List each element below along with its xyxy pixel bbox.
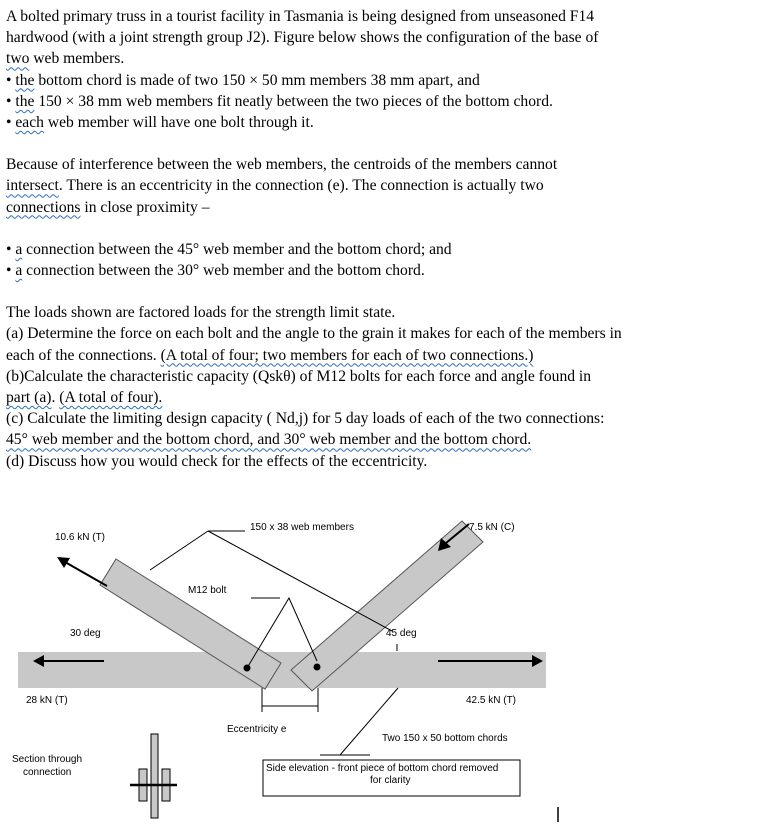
intro-line-3: [6, 48, 754, 69]
bullet-3: [6, 112, 754, 133]
truss-diagram: [0, 510, 760, 837]
right-chord-load: 42.5 kN (T): [466, 695, 517, 706]
connection-2-word: a: [15, 262, 23, 280]
connection-1: [6, 239, 754, 260]
eccentricity-label: Eccentricity e: [227, 724, 287, 735]
part-a-note: (A total of four; two members for each of two connections.): [160, 346, 534, 364]
intro-rest: web members.: [29, 50, 125, 68]
bolt-30: [244, 665, 251, 672]
part-c-note: 45° web member and the bottom chord, and 30° web member and the bottom chord.: [6, 431, 532, 449]
load-30-arrow: [65, 562, 107, 586]
problem-text: [6, 6, 754, 472]
web-leader-left: [150, 531, 208, 570]
part-b-line-1: (b)Calculate the characteristic capacity (Qskθ) of M12 bolts for each force and angle found in: [6, 367, 592, 385]
bolt-45: [314, 664, 321, 671]
bottom-chord: [18, 652, 546, 688]
bullet-1-text: bottom chord is made of two 150 × 50 mm members 38 mm apart, and: [34, 71, 480, 89]
part-a-text: each of the connections.: [6, 346, 161, 364]
loads-note: The loads shown are factored loads for the strength limit state.: [6, 304, 396, 322]
ecc-word-1: intersect: [6, 177, 59, 195]
part-d: (d) Discuss how you would check for the effects of the eccentricity.: [6, 452, 428, 470]
connection-1-word: a: [15, 240, 23, 258]
bolt-label: M12 bolt: [188, 585, 227, 596]
part-b-ref: part (a): [6, 389, 52, 407]
ecc-text-2: . There is an eccentricity in the connection (e). The connection is actually two: [58, 177, 544, 195]
section-label-1: Section through: [12, 754, 83, 765]
intro-line-1: A bolted primary truss in a tourist facility in Tasmania is being designed from unseasoned F14: [6, 8, 595, 25]
section-label-2: connection: [23, 767, 72, 778]
bullet-1-word: the: [15, 71, 35, 89]
connection-1-text: connection between the 45° web member and the bottom chord; and: [22, 240, 452, 258]
ecc-text-3: in close proximity –: [80, 198, 210, 216]
part-b-sep: .: [51, 389, 60, 407]
bullet-1: [6, 70, 754, 91]
intro-word: two: [6, 50, 30, 68]
section-web-member: [151, 734, 158, 818]
angle-30-label: 30 deg: [70, 628, 101, 639]
part-a-line-2: [6, 345, 754, 366]
elevation-note-2: for clarity: [370, 775, 411, 786]
web-leader-right: [208, 531, 392, 631]
chord-leader: [340, 688, 398, 755]
part-c-line-1: (c) Calculate the limiting design capacity ( Nd,j) for 5 day loads of each of the two connections:: [6, 410, 605, 428]
elevation-note-1: Side elevation - front piece of bottom chord removed: [266, 763, 499, 774]
bullet-2-text: 150 × 38 mm web members fit neatly between the two pieces of the bottom chord.: [34, 92, 553, 110]
part-b-note: (A total of four).: [59, 389, 163, 407]
bullet-2-word: the: [15, 92, 35, 110]
connection-2: [6, 260, 754, 281]
load-45-label: 7.5 kN (C): [469, 522, 515, 533]
ecc-line-2: [6, 175, 754, 196]
ecc-line-3: [6, 197, 754, 218]
load-30-label: 10.6 kN (T): [55, 532, 106, 543]
bullet-3-text: web member will have one bolt through it.: [43, 114, 314, 132]
chords-label: Two 150 x 50 bottom chords: [382, 733, 508, 744]
ecc-word-2: connections: [6, 198, 81, 216]
part-a-line-1: (a) Determine the force on each bolt and the angle to the grain it makes for each of the members in: [6, 325, 622, 343]
ecc-line-1: Because of interference between the web members, the centroids of the members cannot: [6, 156, 558, 174]
bullet-2: [6, 91, 754, 112]
connection-2-text: connection between the 30° web member and the bottom chord.: [22, 262, 425, 280]
intro-line-2: hardwood (with a joint strength group J2). Figure below shows the configuration of the base of: [6, 29, 599, 47]
angle-45-label: 45 deg: [386, 628, 417, 639]
part-b-line-2: [6, 387, 754, 408]
web-members-label: 150 x 38 web members: [250, 522, 354, 533]
part-c-line-2: [6, 429, 754, 450]
bullet-3-word: each: [15, 114, 44, 132]
load-30-arrow-head: [57, 557, 70, 568]
left-chord-load: 28 kN (T): [26, 695, 68, 706]
